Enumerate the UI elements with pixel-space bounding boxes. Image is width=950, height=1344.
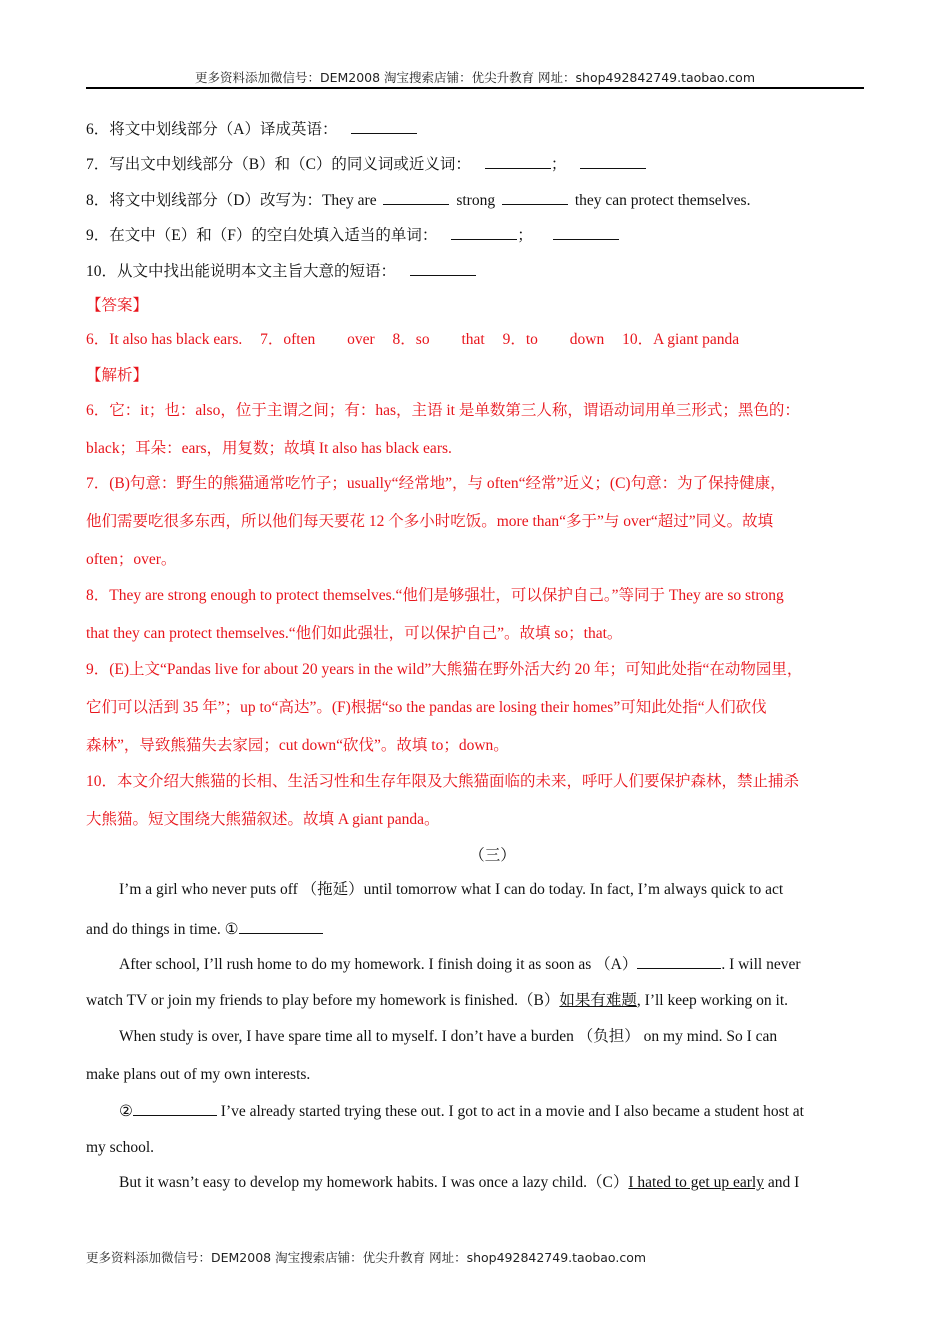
question-9 bbox=[86, 224, 619, 246]
question-8-text-a: 8．将文中划线部分（D）改写为：They are bbox=[86, 192, 377, 209]
answer-6: 6．It also has black ears. bbox=[86, 331, 243, 348]
analysis-line: 9．(E)上文“Pandas live for about 20 years in the wild”大熊猫在野外活大约 20 年；可知此处指“在动物园里， bbox=[86, 661, 803, 678]
separator: ； bbox=[517, 227, 533, 244]
answer-heading: 【答案】 bbox=[86, 297, 149, 314]
passage-line: I’m a girl who never puts off （拖延）until tomorrow what I can do today. In fact, I’m always quick to act bbox=[119, 881, 784, 898]
passage-text: , I’ll keep working on it. bbox=[636, 992, 789, 1009]
answer-blank-2 bbox=[133, 1100, 217, 1116]
passage-line bbox=[86, 918, 323, 940]
passage-text: ② bbox=[119, 1103, 133, 1120]
passage-text: . I will never bbox=[721, 956, 801, 973]
answer-7: 7．often bbox=[260, 331, 316, 348]
answer-line bbox=[86, 330, 739, 350]
question-7 bbox=[86, 153, 646, 175]
answer-7b: over bbox=[347, 331, 375, 348]
underlined-phrase-b: 如果有难题 bbox=[559, 992, 637, 1009]
analysis-line: that they can protect themselves.“他们如此强壮，可以保护自己”。故填 so；that。 bbox=[86, 625, 623, 642]
analysis-line: 6．它：it；也：also，位于主谓之间；有：has，主语 it 是单数第三人称，谓语动词用单三形式；黑色的： bbox=[86, 402, 800, 419]
passage-text: and do things in time. ① bbox=[86, 921, 239, 938]
passage-text: and I bbox=[763, 1174, 800, 1191]
header-divider bbox=[86, 87, 864, 89]
passage-text: I’ve already started trying these out. I got to act in a movie and I also became a student host at bbox=[216, 1103, 804, 1120]
answer-8b: that bbox=[461, 331, 485, 348]
answer-blank bbox=[351, 118, 417, 134]
analysis-line: 10．本文介绍大熊猫的长相、生活习性和生存年限及大熊猫面临的未来，呼吁人们要保护森林，禁止捕杀 bbox=[86, 773, 800, 790]
question-10 bbox=[86, 260, 476, 282]
analysis-line: 他们需要吃很多东西，所以他们每天要花 12 个多小时吃饭。more than“多于”与 over“超过”同义。故填 bbox=[86, 513, 774, 530]
analysis-line: 大熊猫。短文围绕大熊猫叙述。故填 A giant panda。 bbox=[86, 811, 440, 828]
passage-line: my school. bbox=[86, 1139, 155, 1156]
answer-8: 8．so bbox=[392, 331, 430, 348]
question-6-text: 6．将文中划线部分（A）译成英语： bbox=[86, 121, 338, 138]
analysis-line: 森林”，导致熊猫失去家园；cut down“砍伐”。故填 to；down。 bbox=[86, 737, 509, 754]
underlined-phrase-c: I hated to get up early bbox=[628, 1174, 764, 1191]
section-title: （三） bbox=[469, 847, 516, 864]
answer-blank-1 bbox=[239, 918, 323, 934]
analysis-line: black；耳朵：ears，用复数；故填 It also has black ears. bbox=[86, 440, 452, 457]
answer-blank bbox=[383, 189, 449, 205]
question-8 bbox=[86, 189, 750, 211]
page-header: 更多资料添加微信号：DEM2008 淘宝搜索店铺：优尖升教育 网址：shop492842749.taobao.com bbox=[194, 70, 756, 85]
passage-line: When study is over, I have spare time all to myself. I don’t have a burden （负担） on my mind. So I can bbox=[119, 1028, 778, 1045]
answer-blank bbox=[502, 189, 568, 205]
passage-line bbox=[119, 953, 801, 975]
answer-blank bbox=[410, 260, 476, 276]
question-10-text: 10．从文中找出能说明本文主旨大意的短语： bbox=[86, 263, 397, 280]
question-7-text: 7．写出文中划线部分（B）和（C）的同义词或近义词： bbox=[86, 156, 471, 173]
passage-line: make plans out of my own interests. bbox=[86, 1066, 311, 1083]
answer-blank bbox=[485, 153, 551, 169]
analysis-line: often；over。 bbox=[86, 551, 177, 568]
passage-line bbox=[119, 1173, 799, 1193]
passage-text: After school, I’ll rush home to do my homework. I finish doing it as soon as （A） bbox=[119, 956, 638, 973]
passage-line bbox=[119, 1100, 804, 1122]
question-8-text-b: strong bbox=[456, 192, 496, 209]
analysis-line: 8．They are strong enough to protect themselves.“他们是够强壮，可以保护自己。”等同于 They are so strong bbox=[86, 587, 784, 604]
answer-blank-a bbox=[637, 953, 721, 969]
analysis-line: 它们可以活到 35 年”；up to“高达”。(F)根据“so the pandas are losing their homes”可知此处指“人们砍伐 bbox=[86, 699, 767, 716]
answer-blank bbox=[553, 224, 619, 240]
passage-text: watch TV or join my friends to play before my homework is finished.（B） bbox=[86, 992, 560, 1009]
analysis-heading: 【解析】 bbox=[86, 367, 149, 384]
passage-text: But it wasn’t easy to develop my homework habits. I was once a lazy child.（C） bbox=[119, 1174, 629, 1191]
analysis-line: 7．(B)句意：野生的熊猫通常吃竹子；usually“经常地”，与 often“经常”近义；(C)句意：为了保持健康， bbox=[86, 475, 786, 492]
question-8-text-c: they can protect themselves. bbox=[574, 192, 751, 209]
question-9-text: 9．在文中（E）和（F）的空白处填入适当的单词： bbox=[86, 227, 438, 244]
separator: ； bbox=[550, 156, 567, 173]
passage-line bbox=[86, 991, 788, 1011]
answer-9b: down bbox=[569, 331, 605, 348]
answer-10: 10．A giant panda bbox=[622, 331, 740, 348]
answer-blank bbox=[451, 224, 517, 240]
answer-blank bbox=[580, 153, 646, 169]
page-footer: 更多资料添加微信号：DEM2008 淘宝搜索店铺：优尖升教育 网址：shop492842749.taobao.com bbox=[86, 1250, 647, 1265]
answer-9: 9．to bbox=[502, 331, 538, 348]
question-6 bbox=[86, 118, 417, 140]
